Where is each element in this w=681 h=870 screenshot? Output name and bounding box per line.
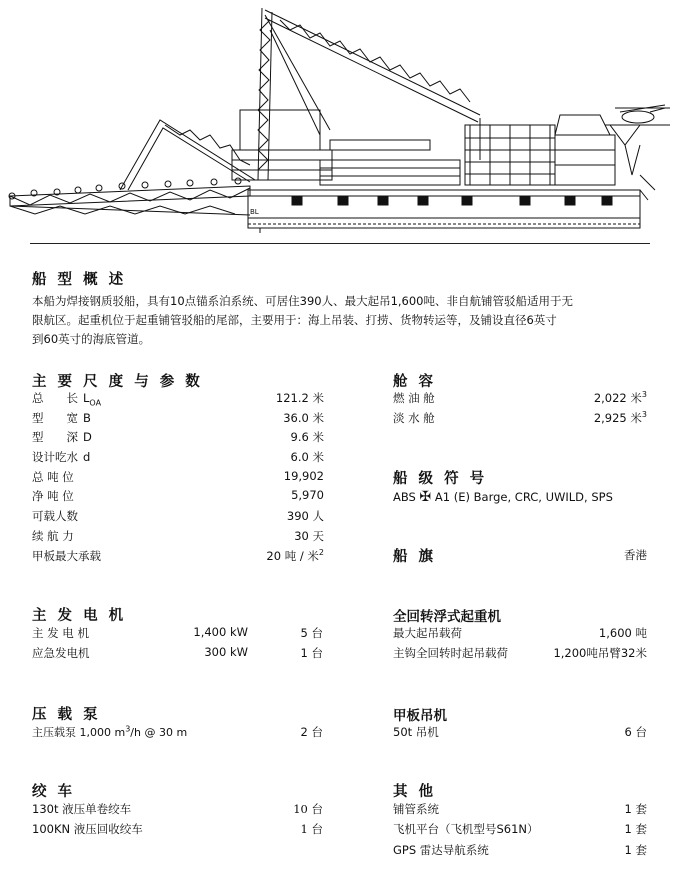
dimension-value: 19,902 (283, 468, 324, 483)
winch-count: 1 台 (300, 822, 323, 836)
other-label: GPS 雷达导航系统 (393, 843, 489, 857)
dimension-label: 设计吃水 d (32, 450, 91, 465)
dimension-value: 30 天 (294, 528, 324, 543)
dimension-label: 净 吨 位 (32, 489, 74, 504)
other-label: 铺管系统 (393, 802, 439, 816)
dimension-label: 可载人数 (32, 509, 78, 524)
dimensions-title: 主 要 尺 度 与 参 数 (32, 374, 203, 390)
tank-value: 2,022 米$^3$ (593, 390, 647, 405)
dimension-row (32, 449, 324, 469)
hull (248, 190, 648, 233)
dimension-row (32, 469, 324, 489)
crane-label: 主钩全回转时起吊载荷 (393, 646, 508, 660)
crane-label: 最大起吊载荷 (393, 626, 462, 640)
crane-title: 全回转浮式起重机 (393, 609, 501, 625)
dimension-row (32, 508, 324, 528)
tank-value: 2,925 米$^3$ (593, 410, 647, 425)
other-title: 其 他 (393, 784, 437, 800)
generator-label: 主 发 电 机 (32, 626, 89, 640)
crane-value: 1,200吨吊臂32米 (553, 646, 647, 660)
flag-title: 船 旗 (393, 549, 437, 565)
ballast-label: 主压载泵 1,000 $m^3/h$ @ 30 m (32, 724, 188, 739)
dimension-value: 6.0 米 (290, 450, 324, 465)
overview-line: 到60英寸的海底管道。 (32, 332, 151, 346)
dimension-value: 121.2 米 (275, 391, 324, 405)
divider-rule (30, 243, 650, 244)
other-label: 飞机平台（飞机型号S61N） (393, 822, 539, 836)
stinger (9, 178, 250, 215)
dimension-label: 总 长 $L_{OA}$ (32, 391, 102, 408)
dimension-label: 型 宽 B (32, 410, 91, 425)
tank-label: 淡 水 舱 (393, 411, 435, 425)
tank-label: 燃 油 舱 (393, 391, 435, 405)
winch-label: 100KN 液压回收绞车 (32, 822, 143, 836)
tanks-table (393, 390, 647, 430)
dimension-row (32, 429, 324, 449)
ballast-count: 2 台 (300, 725, 323, 739)
generator-count: 5 台 (300, 626, 323, 640)
generators-title: 主 发 电 机 (32, 608, 127, 624)
class-title: 船 级 符 号 (393, 471, 488, 487)
dimension-label: 总 吨 位 (32, 469, 74, 484)
dimension-label: 型 深 D (32, 430, 92, 445)
dimension-row (32, 548, 324, 568)
dimension-value: 390 人 (286, 509, 324, 524)
tanks-title: 舱 容 (393, 374, 437, 390)
other-count: 1 套 (624, 802, 647, 816)
dimension-row (32, 528, 324, 548)
other-count: 1 套 (624, 843, 647, 857)
winch-title: 绞 车 (32, 784, 76, 800)
generator-power: 300 kW (204, 645, 248, 659)
winch-label: 130t 液压单卷绞车 (32, 802, 132, 816)
dimension-value: 9.6 米 (290, 430, 324, 445)
dimension-value: 36.0 米 (283, 410, 324, 425)
crane-house (232, 110, 332, 180)
tank-row (393, 410, 647, 430)
deck-structures (320, 115, 615, 185)
pipelay-barge-drawing (0, 0, 681, 245)
dimension-row (32, 410, 324, 430)
overview-line: 本船为焊接钢质驳船，具有10点锚系泊系统、可居住390人、最大起吊1,600吨、非自航铺管驳船适用于无 (32, 294, 574, 308)
other-count: 1 套 (624, 822, 647, 836)
flag-value: 香港 (624, 548, 647, 562)
tank-row (393, 390, 647, 410)
dimension-label: 甲板最大承载 (32, 548, 101, 563)
dimensions-table (32, 390, 324, 567)
winch-count: 10 台 (293, 802, 323, 816)
deck-crane-count: 6 台 (624, 725, 647, 739)
dimension-row (32, 488, 324, 508)
dimension-row (32, 390, 324, 410)
ballast-title: 压 载 泵 (32, 707, 101, 723)
dimension-value: 20 吨 / 米$^2$ (266, 547, 324, 563)
overview-title: 船 型 概 述 (32, 272, 127, 288)
generator-power: 1,400 kW (193, 625, 248, 639)
generator-count: 1 台 (300, 646, 323, 660)
deck-crane-label: 50t 吊机 (393, 725, 439, 739)
baseline-label: BL (250, 208, 259, 216)
overview-line: 限航区。起重机位于起重铺管驳船的尾部，主要用于：海上吊装、打捞、货物转运等，及铺设直径6英寸 (32, 313, 557, 327)
abs-cross-icon: ✠ (419, 489, 432, 505)
class-notation: ABS ✠ A1 (E) Barge, CRC, UWILD, SPS (393, 489, 613, 505)
dimension-value: 5,970 (291, 488, 324, 503)
crane-value: 1,600 吨 (598, 626, 647, 640)
generator-label: 应急发电机 (32, 646, 90, 660)
dimension-label: 续 航 力 (32, 528, 74, 543)
deck-crane-title: 甲板吊机 (393, 708, 447, 724)
overview-paragraph (32, 292, 662, 349)
main-crane-boom (258, 8, 480, 180)
